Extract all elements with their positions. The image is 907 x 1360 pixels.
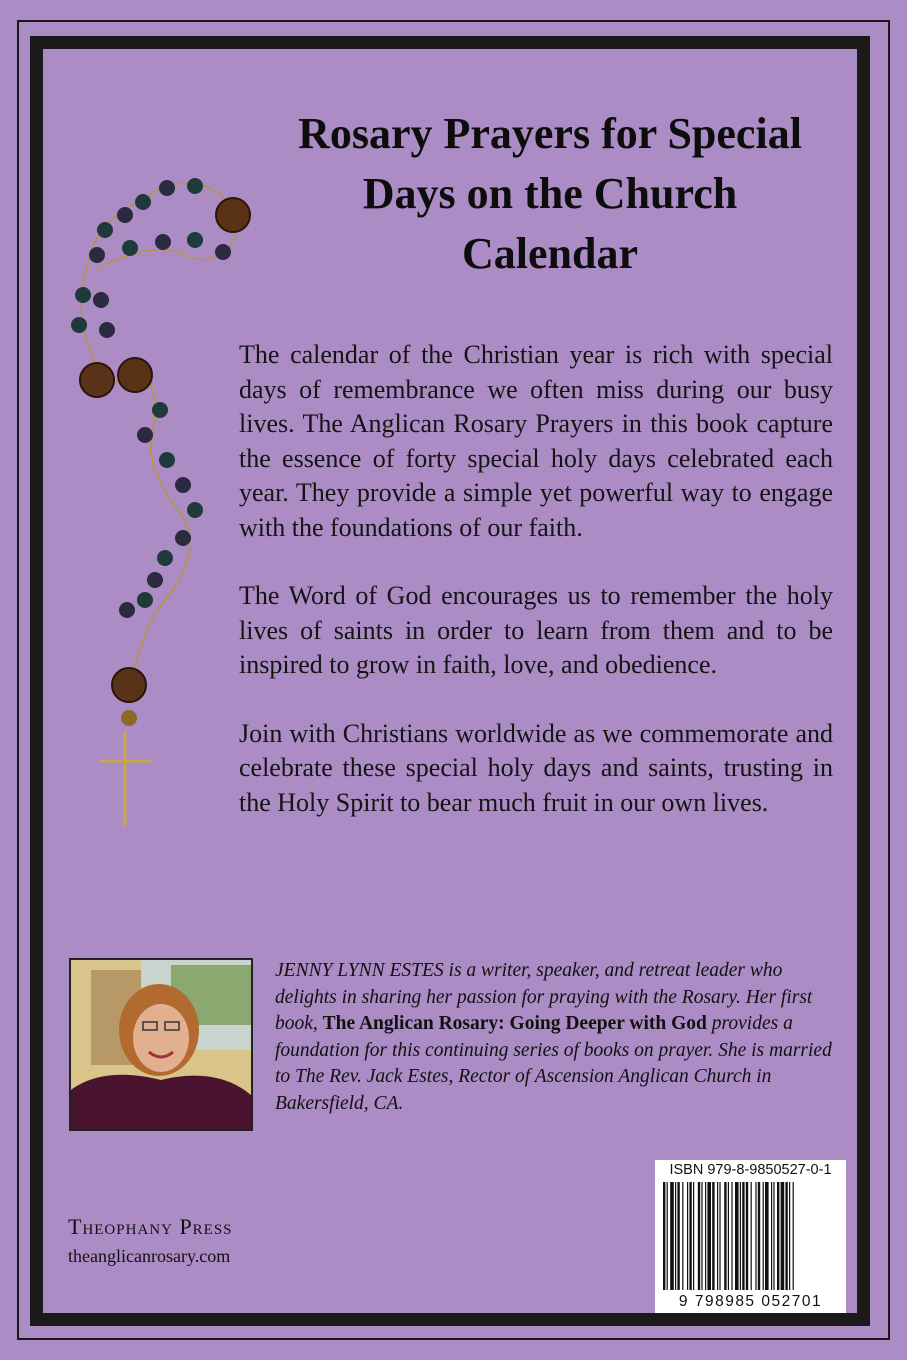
barcode-bar <box>789 1182 790 1290</box>
barcode-bar <box>689 1182 691 1290</box>
title-line-2: Days on the Church <box>362 169 738 218</box>
bio-text-2: provides a foundation for this continuing series of books on prayer. She is married to The Rev. Jack Estes, Rector of Ascension Anglican Church in Bakersfield, CA. <box>275 1013 832 1114</box>
book-description <box>239 338 833 854</box>
barcode-bar <box>765 1182 769 1290</box>
barcode-bar <box>724 1182 726 1290</box>
barcode-bar <box>728 1182 729 1290</box>
barcode-bar <box>735 1182 739 1290</box>
rosary-beads <box>71 178 250 726</box>
barcode-bar <box>663 1182 665 1290</box>
barcode-bar <box>771 1182 772 1290</box>
isbn-label: ISBN 979-8-9850527-0-1 <box>669 1162 832 1178</box>
barcode-bar <box>667 1182 668 1290</box>
barcode-bar <box>781 1182 785 1290</box>
barcode-bar <box>763 1182 764 1290</box>
description-paragraph-3: Join with Christians worldwide as we commemorate and celebrate these special holy days and saints, trusting in the Holy Spirit to bear much fruit in our own lives. <box>239 718 833 817</box>
barcode-bar <box>719 1182 720 1290</box>
barcode-bar <box>712 1182 714 1290</box>
barcode-bar <box>675 1182 676 1290</box>
barcode-bar <box>740 1182 741 1290</box>
barcode-bar <box>677 1182 679 1290</box>
description-paragraph-2: The Word of God encourages us to remember the holy lives of saints in order to learn from them and to be inspired to grow in faith, love, and obedience. <box>239 581 833 679</box>
barcode-bar <box>742 1182 744 1290</box>
barcode-digits: 9 798985 052701 <box>678 1293 823 1310</box>
bio-book-title: The Anglican Rosary: Going Deeper with God <box>322 1013 707 1034</box>
barcode-bar <box>670 1182 674 1290</box>
barcode-bar <box>693 1182 694 1290</box>
author-bio <box>275 958 835 1117</box>
barcode-bar <box>698 1182 700 1290</box>
barcode-bar <box>777 1182 779 1290</box>
barcode-bar <box>687 1182 688 1290</box>
author-portrait <box>71 960 251 1129</box>
description-paragraph-1: The calendar of the Christian year is rich with special days of remembrance we often miss during our busy lives. The Anglican Rosary Prayers in this book capture the essence of forty special holy days celebrated each year. They provide a simple yet powerful way to engage with the foundations of our faith. <box>239 340 833 542</box>
publisher-name: Theophany Press <box>68 1214 233 1239</box>
title-line-1: Rosary Prayers for Special <box>298 109 802 158</box>
barcode-bar <box>755 1182 756 1290</box>
barcode-bar <box>731 1182 732 1290</box>
barcode-bar <box>705 1182 706 1290</box>
barcode-bar <box>707 1182 711 1290</box>
publisher-url: theanglicanrosary.com <box>68 1246 231 1266</box>
barcode-block <box>655 1160 846 1313</box>
bio-text-1: JENNY LYNN ESTES is a writer, speaker, and retreat leader who delights in sharing her passion for praying with the Rosary. Her first book, <box>275 960 813 1034</box>
barcode-bar <box>682 1182 683 1290</box>
cross-icon <box>100 732 152 826</box>
barcode-bar <box>701 1182 702 1290</box>
barcode-bar <box>751 1182 752 1290</box>
barcode-bar <box>717 1182 718 1290</box>
barcode-bar <box>793 1182 794 1290</box>
author-photo <box>69 958 253 1131</box>
barcode-bar <box>773 1182 774 1290</box>
barcode-bars <box>663 1182 838 1290</box>
book-title <box>250 104 850 284</box>
barcode-bar <box>785 1182 787 1290</box>
barcode-bar <box>746 1182 748 1290</box>
barcode-bar <box>758 1182 760 1290</box>
title-line-3: Calendar <box>462 229 638 278</box>
